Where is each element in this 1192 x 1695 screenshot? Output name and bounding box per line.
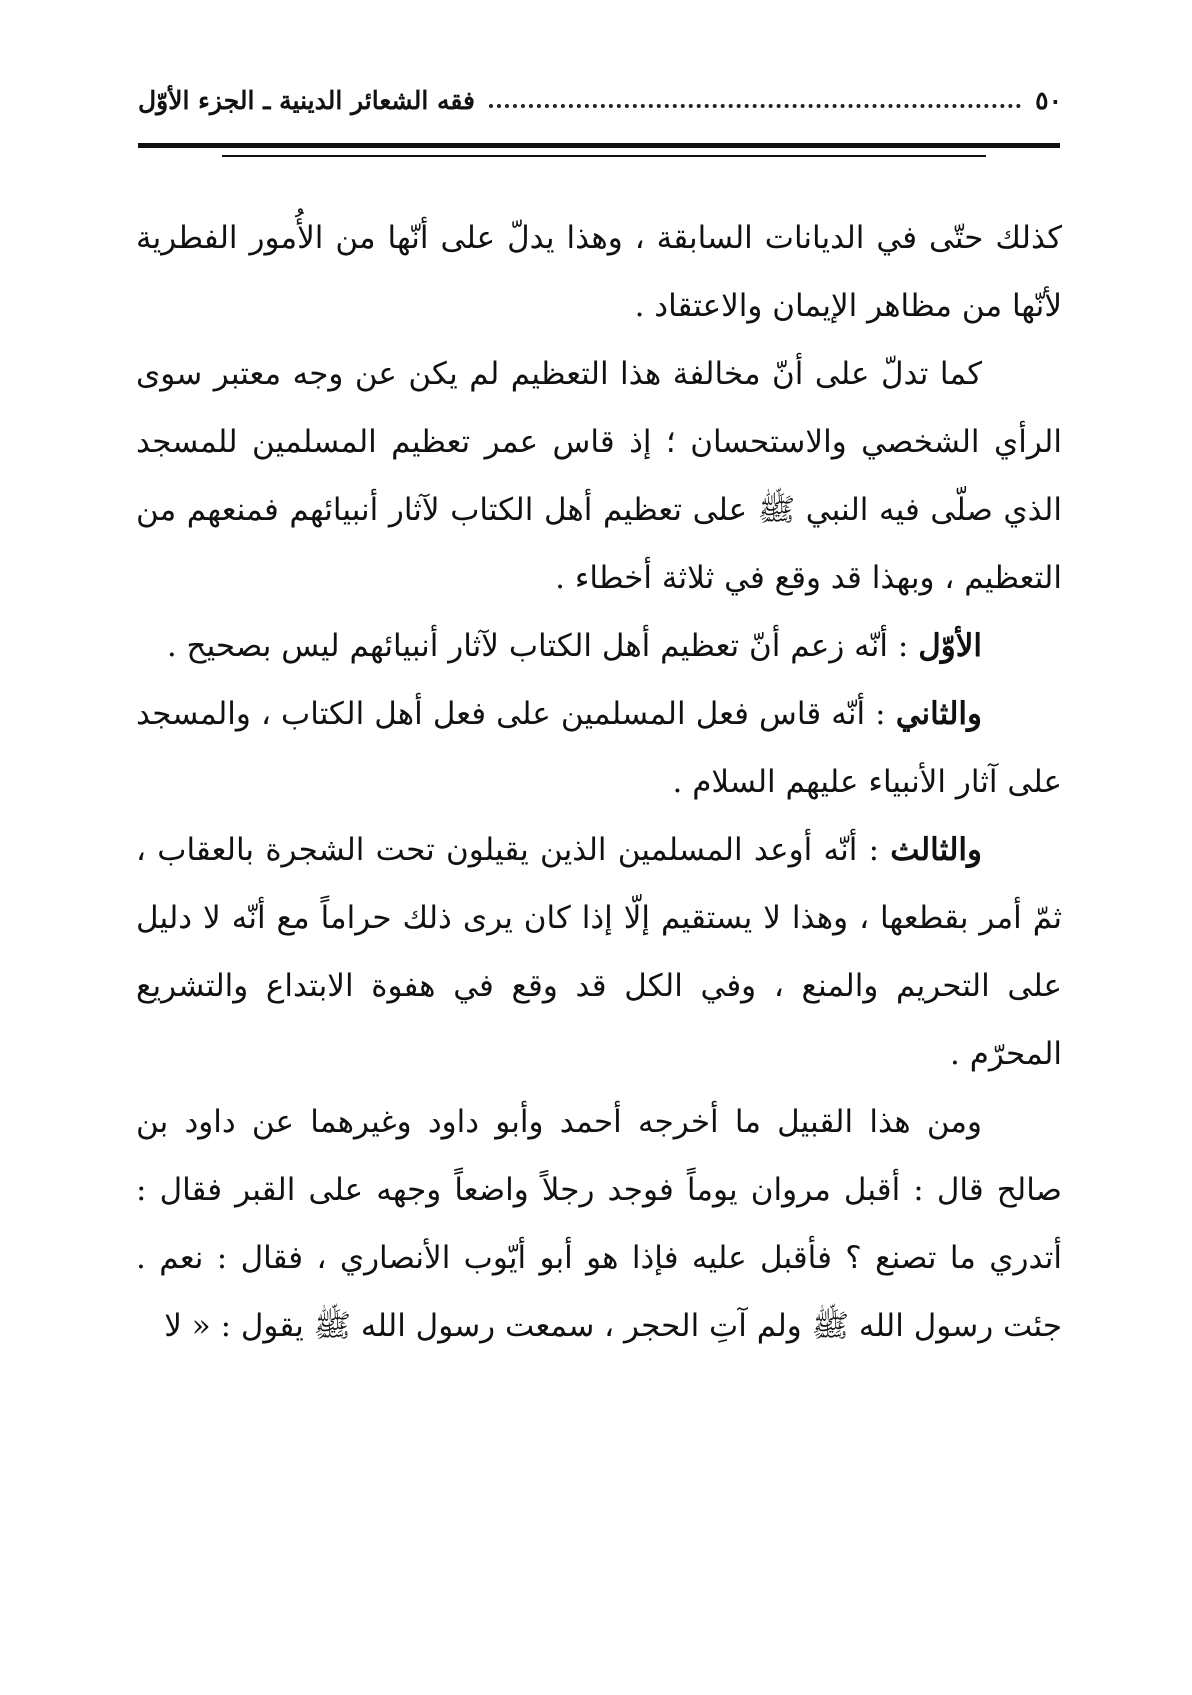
dot-leader <box>489 104 1021 108</box>
paragraph-text: كما تدلّ على أنّ مخالفة هذا التعظيم لم يكن عن وجه معتبر سوى الرأي الشخصي والاستحسان ؛ إذ قاس عمر تعظيم المسلمين للمسجد الذي صلّى فيه النبي ﷺ على تعظيم أهل الكتاب لآثار أنبيائهم فمنعهم من التعظيم ، وبهذا قد وقع في ثلاثة أخطاء . <box>136 356 1062 596</box>
paragraph-second-error <box>136 680 1062 816</box>
header-rule-thick <box>138 143 1060 148</box>
paragraph-first-error <box>136 612 1062 680</box>
header-rule-thin <box>222 155 986 157</box>
paragraph <box>136 1088 1062 1360</box>
paragraph-text: ومن هذا القبيل ما أخرجه أحمد وأبو داود وغيرهما عن داود بن صالح قال : أقبل مروان يوماً فوجد رجلاً واضعاً وجهه على القبر فقال : أتدري ما تصنع ؟ فأقبل عليه فإذا هو أبو أيّوب الأنصاري ، فقال : نعم . جئت رسول الله ﷺ ولم آتِ الحجر ، سمعت رسول الله ﷺ يقول : « لا <box>136 1104 1062 1344</box>
paragraph-text: كذلك حتّى في الديانات السابقة ، وهذا يدلّ على أنّها من الأُمور الفطرية لأنّها من مظاهر الإيمان والاعتقاد . <box>136 220 1062 324</box>
page-number: ٥٠ <box>1035 85 1062 115</box>
paragraph-continuation <box>136 204 1062 340</box>
body-text <box>136 204 1062 1360</box>
page-header <box>138 78 1062 122</box>
running-title: فقه الشعائر الدينية ـ الجزء الأوّل <box>138 85 475 115</box>
paragraph-lead: والثاني <box>895 696 982 732</box>
paragraph-text: : أنّه قاس فعل المسلمين على فعل أهل الكتاب ، والمسجد على آثار الأنبياء عليهم السلام . <box>136 696 1062 800</box>
paragraph-third-error <box>136 816 1062 1088</box>
paragraph <box>136 340 1062 612</box>
paragraph-text: : أنّه زعم أنّ تعظيم أهل الكتاب لآثار أنبيائهم ليس بصحيح . <box>166 628 919 664</box>
paragraph-lead: الأوّل <box>918 628 982 664</box>
paragraph-lead: والثالث <box>890 832 982 868</box>
paragraph-text: : أنّه أوعد المسلمين الذين يقيلون تحت الشجرة بالعقاب ، ثمّ أمر بقطعها ، وهذا لا يستقيم إلّا إذا كان يرى ذلك حراماً مع أنّه لا دليل على التحريم والمنع ، وفي الكل قد وقع في هفوة الابتداع والتشريع المحرّم . <box>136 832 1062 1072</box>
